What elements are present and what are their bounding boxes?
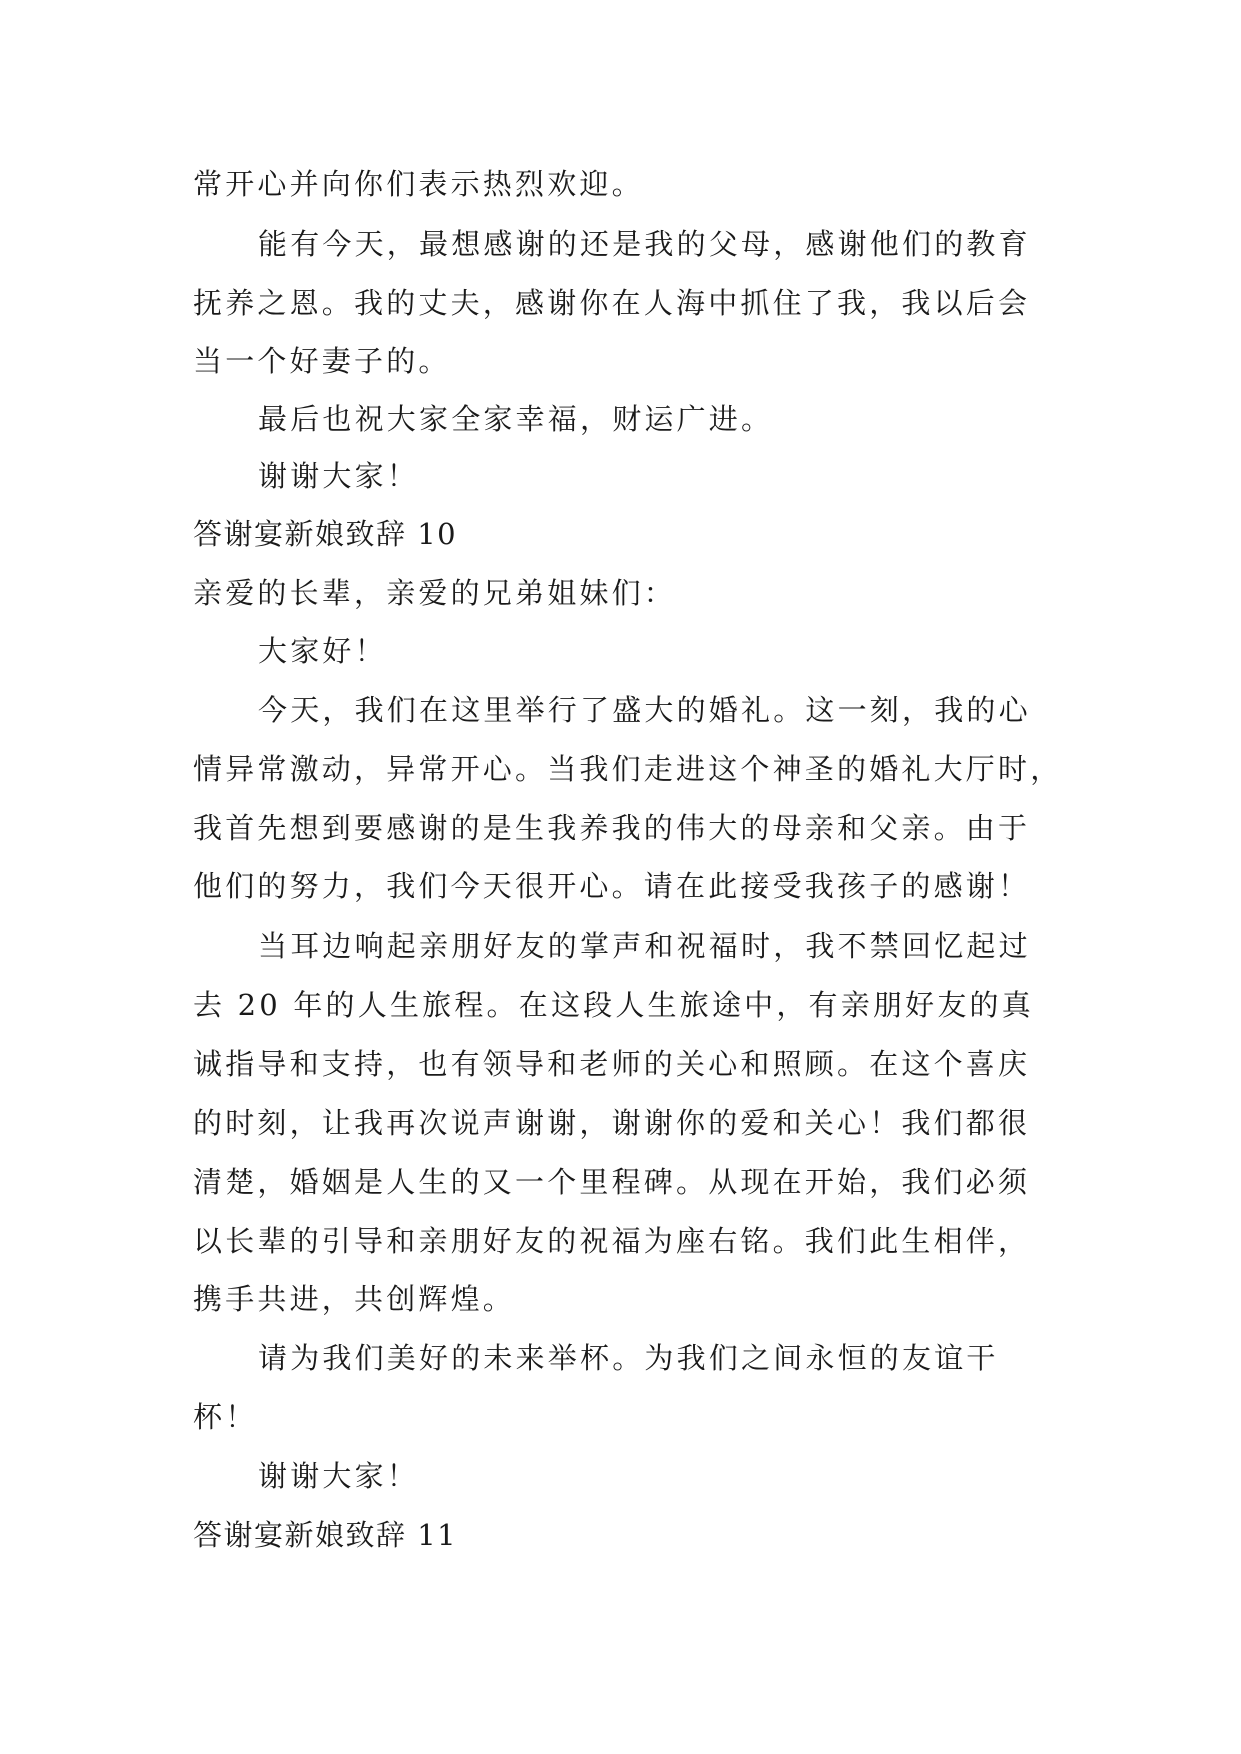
paragraph-line: 诚指导和支持，也有领导和老师的关心和照顾。在这个喜庆 <box>193 1047 1031 1081</box>
paragraph-line: 我首先想到要感谢的是生我养我的伟大的母亲和父亲。由于 <box>193 811 1031 845</box>
paragraph-line: 当一个好妻子的。 <box>193 344 451 378</box>
paragraph-line: 请为我们美好的未来举杯。为我们之间永恒的友谊干 <box>258 1341 999 1375</box>
paragraph-line: 常开心并向你们表示热烈欢迎。 <box>193 167 644 201</box>
paragraph-line: 抚养之恩。我的丈夫，感谢你在人海中抓住了我，我以后会 <box>193 286 1031 320</box>
paragraph-line: 去 20 年的人生旅程。在这段人生旅途中，有亲朋好友的真 <box>193 988 1034 1022</box>
paragraph-line: 以长辈的引导和亲朋好友的祝福为座右铭。我们此生相伴， <box>193 1224 1031 1258</box>
salutation-line: 亲爱的长辈，亲爱的兄弟姐妹们： <box>193 576 677 610</box>
paragraph-line: 他们的努力，我们今天很开心。请在此接受我孩子的感谢！ <box>193 869 1031 903</box>
paragraph-line: 杯！ <box>193 1400 258 1434</box>
paragraph-line: 清楚，婚姻是人生的又一个里程碑。从现在开始，我们必须 <box>193 1165 1031 1199</box>
paragraph-line: 谢谢大家！ <box>258 459 420 493</box>
section-heading: 答谢宴新娘致辞 11 <box>193 1518 458 1552</box>
paragraph-line: 情异常激动，异常开心。当我们走进这个神圣的婚礼大厅时， <box>193 752 1063 786</box>
paragraph-line: 携手共进，共创辉煌。 <box>193 1282 516 1316</box>
closing-line: 谢谢大家！ <box>258 1459 420 1493</box>
section-heading: 答谢宴新娘致辞 10 <box>193 517 458 551</box>
paragraph-line: 能有今天，最想感谢的还是我的父母，感谢他们的教育 <box>258 227 1031 261</box>
paragraph-line: 最后也祝大家全家幸福，财运广进。 <box>258 402 774 436</box>
paragraph-line: 今天，我们在这里举行了盛大的婚礼。这一刻，我的心 <box>258 693 1031 727</box>
paragraph-line: 当耳边响起亲朋好友的掌声和祝福时，我不禁回忆起过 <box>258 929 1031 963</box>
paragraph-line: 的时刻，让我再次说声谢谢，谢谢你的爱和关心！我们都很 <box>193 1106 1031 1140</box>
greeting-line: 大家好！ <box>258 634 387 668</box>
